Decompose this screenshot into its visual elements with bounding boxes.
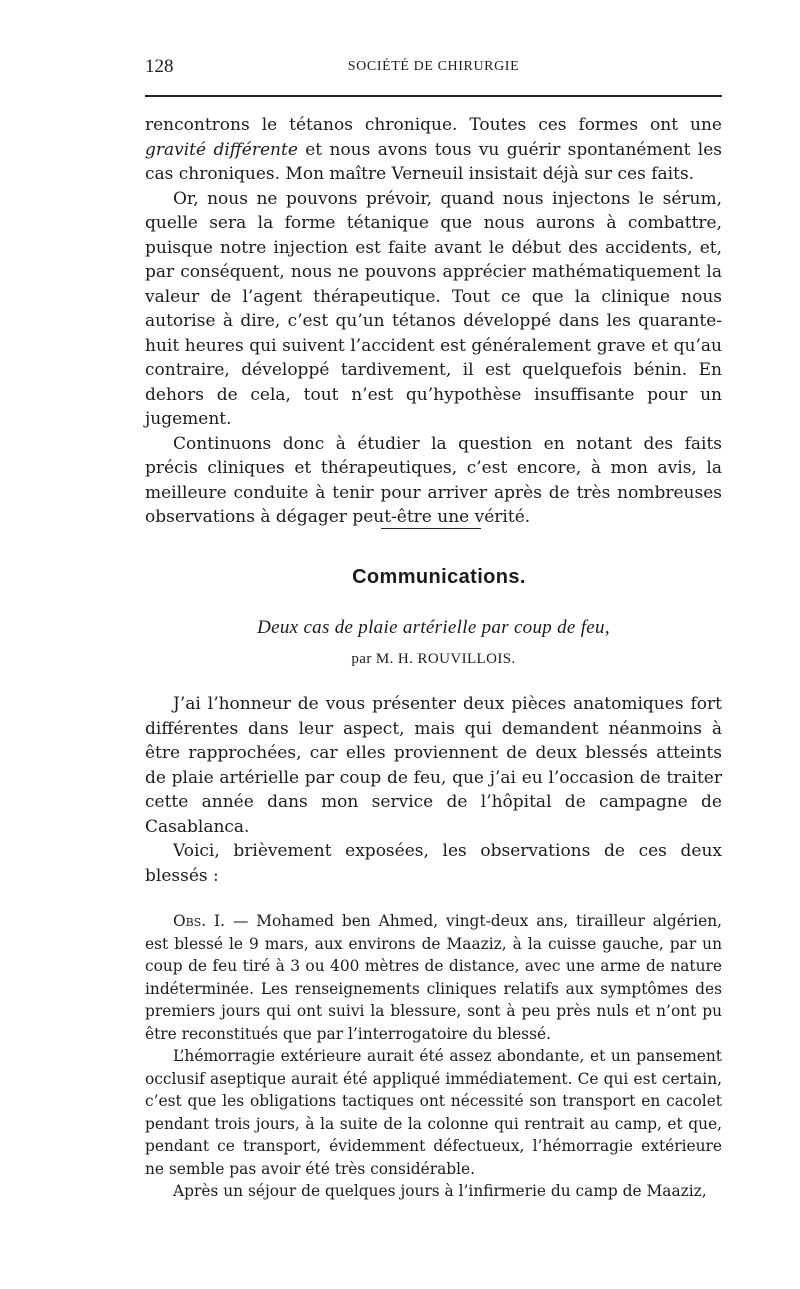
- paragraph-text: et nous avons tous vu guérir spontanément les cas chroniques. Mon maître Verneuil insistait déjà sur ces faits.: [145, 139, 722, 184]
- header-rule: [145, 95, 722, 97]
- communication-title: Deux cas de plaie artérielle par coup de feu,: [257, 617, 610, 638]
- paragraph: Or, nous ne pouvons prévoir, quand nous injectons le sérum, quelle sera la forme tétanique que nous aurons à combattre, puisque notre injection est faite avant le début des accidents, et, par conséquent, nous ne pouvons apprécier mathématiquement la valeur de l’agent thérapeutique. Tout ce que la clinique nous autorise à dire, c’est qu’un tétanos développé dans les quarante-huit heures qui suivent l’accident est généralement grave et qu’au contraire, développé tardivement, il est quelquefois bénin. En dehors de cela, tout n’est qu’hypothèse insuffisante pour un jugement.: [145, 188, 722, 429]
- observation-paragraph: L’hémorragie extérieure aurait été assez abondante, et un pansement occlusif aseptique aurait été appliqué immédiatement. Ce qui est certain, c’est que les obligations tactiques ont nécessité son transport en cacolet pendant trois jours, à la suite de la colonne qui rentrait au camp, et que, pendant ce transport, évidemment défectueux, l’hémorragie extérieure ne semble pas avoir été très considérable.: [145, 1047, 722, 1178]
- paragraph: Continuons donc à étudier la question en notant des faits précis cliniques et thérapeutiques, c’est encore, à mon avis, la meilleure conduite à tenir pour arriver après de très nombreuses observations à dégager peut-être une vérité.: [145, 433, 722, 527]
- italic-phrase: gravité différente: [145, 139, 298, 160]
- observation-label: Obs. I.: [173, 912, 226, 930]
- section-divider: [381, 528, 481, 529]
- observation-text: [145, 910, 722, 1203]
- author-line: par M. H. ROUVILLOIS.: [351, 651, 516, 667]
- page-header: [145, 56, 722, 82]
- communication-body: [145, 692, 722, 888]
- paragraph: J’ai l’honneur de vous présenter deux pièces anatomiques fort différentes dans leur aspect, mais qui demandent néanmoins à être rapprochées, car elles proviennent de deux blessés atteints de plaie artérielle par coup de feu, que j’ai eu l’occasion de traiter cette année dans mon service de l’hôpital de campagne de Casablanca.: [145, 694, 722, 837]
- observation-paragraph: [145, 910, 722, 1045]
- paragraph-text: rencontrons le tétanos chronique. Toutes ces formes ont une: [145, 115, 722, 135]
- continued-discussion: [145, 113, 722, 530]
- section-heading: Communications.: [352, 566, 526, 588]
- paragraph: Voici, brièvement exposées, les observations de ces deux blessés :: [145, 841, 722, 886]
- running-head: SOCIÉTÉ DE CHIRURGIE: [347, 59, 520, 74]
- paragraph: [145, 113, 722, 187]
- paragraph-text: — Mohamed ben Ahmed, vingt-deux ans, tirailleur algérien, est blessé le 9 mars, aux environs de Maaziz, à la cuisse gauche, par un coup de feu tiré à 3 ou 400 mètres de distance, avec une arme de nature indéterminée. Les renseignements cliniques relatifs aux symptômes des premiers jours qui ont suivi la blessure, sont à peu près nuls et n’ont pu être reconstitués que par l’interrogatoire du blessé.: [145, 912, 722, 1043]
- page-number: 128: [145, 56, 174, 77]
- observation-paragraph: Après un séjour de quelques jours à l’infirmerie du camp de Maaziz,: [173, 1182, 707, 1200]
